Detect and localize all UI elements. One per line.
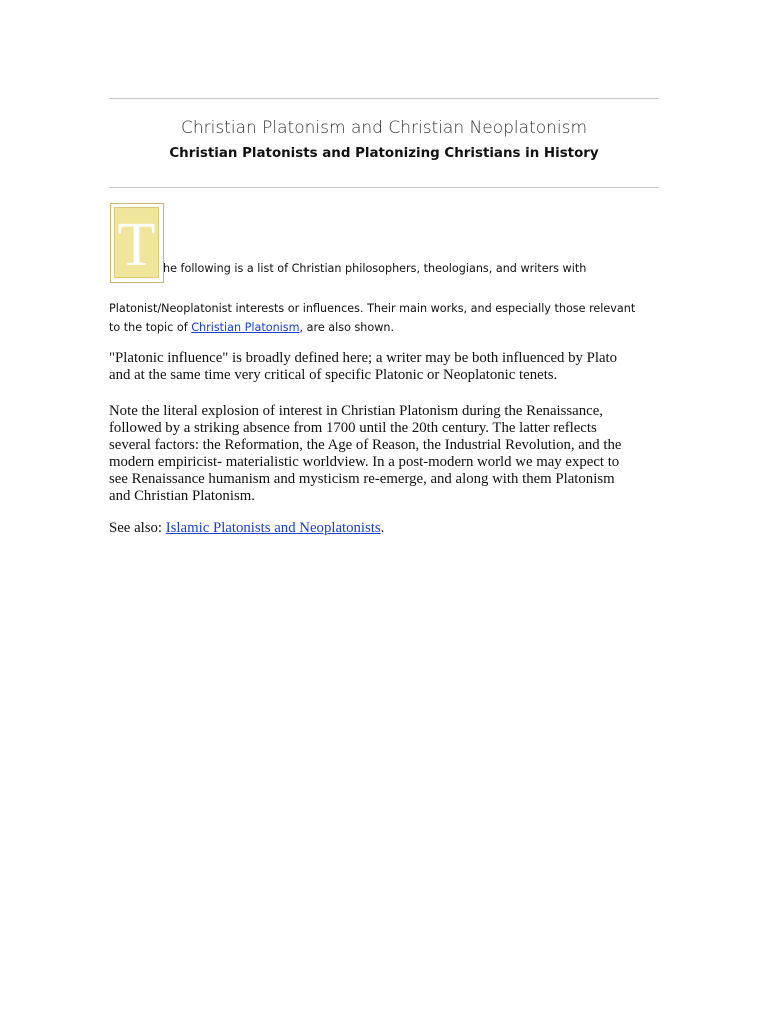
christian-platonism-link[interactable]: Christian Platonism <box>191 321 300 334</box>
see-also-paragraph <box>109 520 669 537</box>
paragraph-line: Note the literal explosion of interest in Christian Platonism during the Renaissance, <box>109 403 603 419</box>
paragraph-line: see Renaissance humanism and mysticism re-emerge, and along with them Platonism <box>109 471 615 487</box>
header-divider <box>109 187 659 188</box>
paragraph-line: followed by a striking absence from 1700 until the 20th century. The latter reflects <box>109 420 597 436</box>
intro-line-3-text: to the topic of <box>109 321 192 334</box>
see-also-line <box>109 520 669 537</box>
intro-line-3 <box>109 318 669 337</box>
islamic-platonists-link[interactable]: Islamic Platonists and Neoplatonists <box>165 520 381 536</box>
drop-cap-letter: T <box>114 207 159 278</box>
paragraph-line: modern empiricist- materialistic worldview. In a post-modern world we may expect to <box>109 454 620 470</box>
renaissance-paragraph <box>109 403 669 505</box>
intro-line-3-tail: , are also shown. <box>299 321 395 334</box>
paragraph-line: and Christian Platonism. <box>109 488 255 504</box>
platonic-influence-paragraph <box>109 350 669 384</box>
intro-line-2: Platonist/Neoplatonist interests or influences. Their main works, and especially those relevant <box>109 302 636 315</box>
intro-line-1: he following is a list of Christian philosophers, theologians, and writers with <box>163 262 587 275</box>
paragraph-line: and at the same time very critical of specific Platonic or Neoplatonic tenets. <box>109 367 558 383</box>
page-subtitle: Christian Platonists and Platonizing Christians in History <box>169 146 599 161</box>
top-divider <box>109 98 659 99</box>
paragraph-line: several factors: the Reformation, the Age of Reason, the Industrial Revolution, and the <box>109 437 622 453</box>
see-also-period: . <box>380 520 385 536</box>
paragraph-line: "Platonic influence" is broadly defined here; a writer may be both influenced by Plato <box>109 350 618 366</box>
see-also-label: See also: <box>109 520 166 536</box>
drop-cap <box>110 203 164 283</box>
page-title: Christian Platonism and Christian Neoplatonism <box>180 118 588 138</box>
intro-paragraph <box>109 299 669 337</box>
